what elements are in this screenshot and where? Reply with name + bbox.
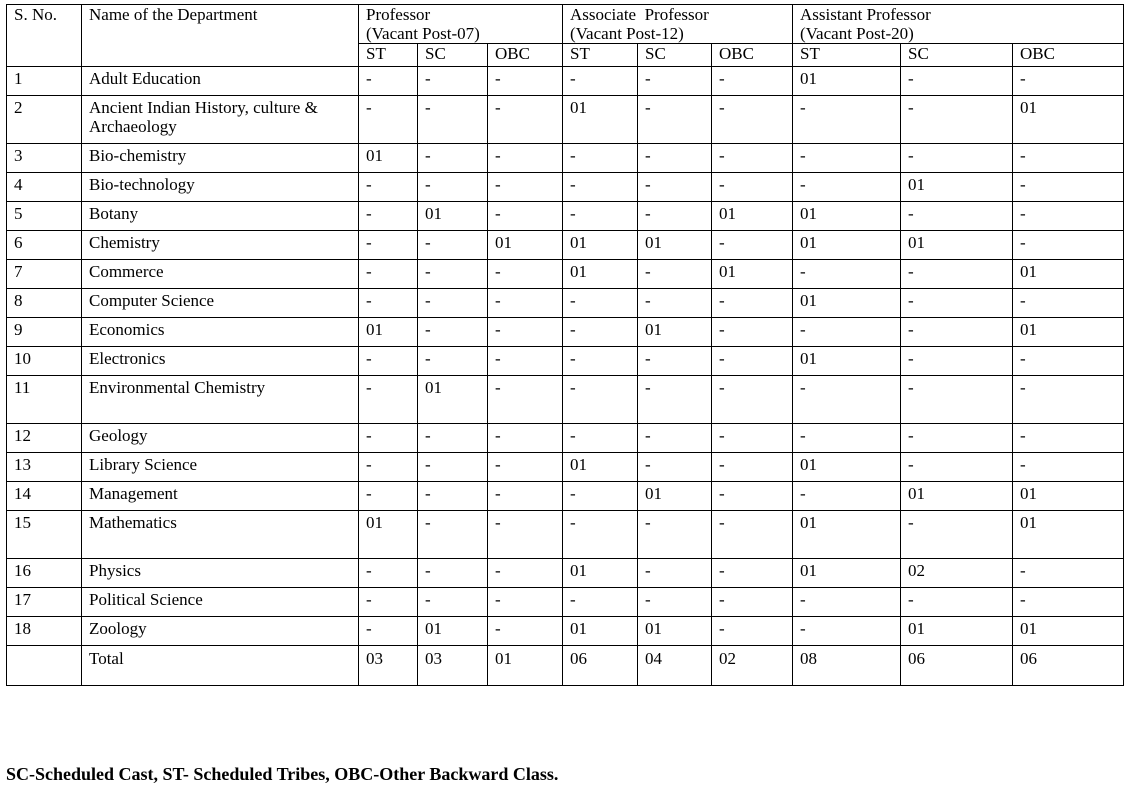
vacancy-cell: -: [418, 453, 488, 482]
row-number: 8: [7, 289, 82, 318]
vacancy-cell: -: [712, 424, 793, 453]
vacancy-cell: 01: [793, 511, 901, 559]
vacancy-cell: -: [793, 173, 901, 202]
vacancy-cell: -: [359, 67, 418, 96]
vacancy-cell: -: [359, 617, 418, 646]
vacancy-cell: 01: [793, 289, 901, 318]
vacancy-cell: -: [712, 67, 793, 96]
vacancy-cell: -: [563, 347, 638, 376]
table-row: [7, 424, 1124, 453]
vacancy-cell: -: [359, 588, 418, 617]
vacancy-cell: -: [1013, 559, 1124, 588]
vacancy-cell: -: [1013, 67, 1124, 96]
row-number: 18: [7, 617, 82, 646]
vacancy-cell: -: [901, 318, 1013, 347]
vacancy-cell: -: [563, 482, 638, 511]
total-cell: 04: [638, 646, 712, 686]
vacancy-cell: -: [563, 318, 638, 347]
vacancy-cell: -: [418, 482, 488, 511]
vacancy-cell: -: [418, 144, 488, 173]
table-row: [7, 231, 1124, 260]
vacancy-cell: -: [418, 347, 488, 376]
vacancy-cell: -: [638, 260, 712, 289]
vacancy-cell: -: [712, 376, 793, 424]
vacancy-cell: 01: [793, 559, 901, 588]
vacancy-cell: 02: [901, 559, 1013, 588]
vacancy-cell: 01: [563, 617, 638, 646]
row-number: 6: [7, 231, 82, 260]
table-row: [7, 318, 1124, 347]
vacancy-cell: -: [712, 617, 793, 646]
vacancy-cell: -: [359, 376, 418, 424]
group-subtitle: (Vacant Post-12): [570, 24, 684, 43]
vacancy-cell: -: [488, 453, 563, 482]
vacancy-cell: -: [901, 511, 1013, 559]
vacancy-cell: -: [638, 424, 712, 453]
group-title: Assistant Professor: [800, 5, 931, 24]
table-row: [7, 617, 1124, 646]
department-name: Political Science: [82, 588, 359, 617]
vacancy-cell: 01: [1013, 96, 1124, 144]
vacancy-cell: -: [638, 202, 712, 231]
vacancy-cell: 01: [638, 318, 712, 347]
total-cell: 03: [359, 646, 418, 686]
vacancy-cell: -: [793, 482, 901, 511]
vacancy-cell: -: [488, 289, 563, 318]
row-number: 2: [7, 96, 82, 144]
vacancy-cell: -: [1013, 347, 1124, 376]
vacancy-cell: -: [901, 96, 1013, 144]
department-name: Management: [82, 482, 359, 511]
vacancy-cell: -: [359, 289, 418, 318]
vacancy-cell: 01: [638, 617, 712, 646]
department-name: Adult Education: [82, 67, 359, 96]
total-cell: 02: [712, 646, 793, 686]
vacancy-cell: -: [712, 173, 793, 202]
vacancy-cell: -: [359, 231, 418, 260]
col-header: OBC: [712, 44, 793, 67]
vacancy-cell: -: [712, 231, 793, 260]
sno-header: S. No.: [7, 5, 82, 67]
group-subtitle: (Vacant Post-07): [366, 24, 480, 43]
total-cell: 08: [793, 646, 901, 686]
table-row: [7, 511, 1124, 559]
row-number: 11: [7, 376, 82, 424]
row-number: 13: [7, 453, 82, 482]
department-name: Electronics: [82, 347, 359, 376]
col-header: OBC: [1013, 44, 1124, 67]
vacancy-cell: -: [418, 231, 488, 260]
vacancy-cell: 01: [793, 347, 901, 376]
vacancy-cell: -: [488, 67, 563, 96]
vacancy-cell: -: [712, 559, 793, 588]
vacancy-cell: -: [1013, 289, 1124, 318]
vacancy-cell: 01: [359, 511, 418, 559]
total-label: Total: [82, 646, 359, 686]
vacancy-cell: -: [488, 173, 563, 202]
total-sno-cell: [7, 646, 82, 686]
vacancy-cell: 01: [901, 482, 1013, 511]
vacancy-cell: 01: [563, 231, 638, 260]
vacancy-cell: -: [359, 453, 418, 482]
vacancy-cell: -: [488, 588, 563, 617]
vacancy-cell: -: [638, 376, 712, 424]
col-header: ST: [793, 44, 901, 67]
row-number: 3: [7, 144, 82, 173]
vacancy-cell: -: [488, 424, 563, 453]
vacancy-cell: -: [901, 260, 1013, 289]
vacancy-cell: 01: [418, 376, 488, 424]
table-row: [7, 588, 1124, 617]
vacancy-cell: -: [359, 424, 418, 453]
vacancy-cell: -: [488, 318, 563, 347]
total-cell: 01: [488, 646, 563, 686]
department-name: Library Science: [82, 453, 359, 482]
vacancy-cell: -: [1013, 144, 1124, 173]
vacancy-cell: -: [793, 260, 901, 289]
vacancy-cell: 01: [1013, 260, 1124, 289]
vacancy-cell: -: [638, 559, 712, 588]
vacancy-cell: -: [1013, 424, 1124, 453]
vacancy-cell: -: [793, 96, 901, 144]
vacancy-cell: 01: [712, 260, 793, 289]
vacancy-cell: -: [359, 347, 418, 376]
vacancy-cell: -: [901, 376, 1013, 424]
vacancy-cell: 01: [901, 231, 1013, 260]
vacancy-cell: -: [712, 318, 793, 347]
department-header: Name of the Department: [82, 5, 359, 67]
vacancy-cell: -: [563, 289, 638, 318]
row-number: 15: [7, 511, 82, 559]
vacancy-cell: -: [418, 318, 488, 347]
vacancy-cell: -: [1013, 173, 1124, 202]
vacancy-cell: -: [488, 202, 563, 231]
vacancy-cell: -: [901, 67, 1013, 96]
vacancy-cell: -: [901, 202, 1013, 231]
vacancy-cell: -: [488, 482, 563, 511]
total-row: [7, 646, 1124, 686]
department-name: Physics: [82, 559, 359, 588]
col-header: ST: [563, 44, 638, 67]
vacancy-cell: -: [563, 511, 638, 559]
table-row: [7, 202, 1124, 231]
vacancy-cell: 01: [359, 318, 418, 347]
vacancy-cell: 01: [1013, 318, 1124, 347]
row-number: 1: [7, 67, 82, 96]
vacancy-cell: -: [418, 424, 488, 453]
department-name: Commerce: [82, 260, 359, 289]
vacancy-cell: -: [563, 67, 638, 96]
vacancy-cell: -: [359, 482, 418, 511]
footnote: SC-Scheduled Cast, ST- Scheduled Tribes, OBC-Other Backward Class.: [6, 764, 559, 784]
vacancy-cell: -: [488, 144, 563, 173]
vacancy-cell: 01: [793, 453, 901, 482]
department-name: Ancient Indian History, culture & Archaeology: [82, 96, 359, 144]
row-number: 17: [7, 588, 82, 617]
vacancy-cell: -: [901, 453, 1013, 482]
vacancy-cell: -: [359, 559, 418, 588]
vacancy-cell: 01: [418, 202, 488, 231]
group-subtitle: (Vacant Post-20): [800, 24, 914, 43]
department-name: Bio-chemistry: [82, 144, 359, 173]
vacancy-cell: -: [1013, 376, 1124, 424]
vacancy-cell: -: [901, 144, 1013, 173]
vacancy-cell: -: [793, 424, 901, 453]
row-number: 10: [7, 347, 82, 376]
vacancy-cell: -: [488, 559, 563, 588]
vacancy-cell: -: [563, 424, 638, 453]
vacancy-cell: -: [712, 289, 793, 318]
vacancy-cell: -: [418, 588, 488, 617]
vacancy-cell: 01: [638, 231, 712, 260]
vacancy-cell: -: [901, 588, 1013, 617]
table-row: [7, 96, 1124, 144]
table-row: [7, 67, 1124, 96]
col-header: SC: [901, 44, 1013, 67]
vacancy-cell: -: [418, 511, 488, 559]
row-number: 16: [7, 559, 82, 588]
vacancy-cell: -: [418, 96, 488, 144]
vacancy-cell: -: [1013, 588, 1124, 617]
vacancy-cell: 01: [1013, 617, 1124, 646]
vacancy-cell: -: [712, 588, 793, 617]
vacancy-cell: -: [638, 453, 712, 482]
table-row: [7, 289, 1124, 318]
table-row: [7, 144, 1124, 173]
department-name: Geology: [82, 424, 359, 453]
table-row: [7, 376, 1124, 424]
vacancy-cell: -: [901, 424, 1013, 453]
vacancy-cell: 01: [359, 144, 418, 173]
vacancy-cell: -: [563, 173, 638, 202]
table-row: [7, 173, 1124, 202]
department-name: Environmental Chemistry: [82, 376, 359, 424]
vacancy-cell: 01: [563, 453, 638, 482]
vacancy-cell: 01: [901, 173, 1013, 202]
vacancy-cell: -: [712, 453, 793, 482]
vacancy-cell: 01: [1013, 511, 1124, 559]
vacancy-cell: 01: [638, 482, 712, 511]
vacancy-cell: -: [793, 617, 901, 646]
table-body: [7, 67, 1124, 686]
total-cell: 06: [563, 646, 638, 686]
vacancy-cell: 01: [418, 617, 488, 646]
vacancy-cell: 01: [712, 202, 793, 231]
vacancy-cell: -: [488, 511, 563, 559]
department-name: Computer Science: [82, 289, 359, 318]
vacancy-cell: -: [563, 376, 638, 424]
vacancy-cell: -: [359, 202, 418, 231]
department-name: Chemistry: [82, 231, 359, 260]
vacancy-cell: 01: [563, 96, 638, 144]
vacancy-cell: -: [488, 617, 563, 646]
vacancy-cell: -: [638, 67, 712, 96]
vacancy-cell: 01: [901, 617, 1013, 646]
table-row: [7, 453, 1124, 482]
vacancy-cell: -: [793, 318, 901, 347]
row-number: 12: [7, 424, 82, 453]
vacancy-cell: -: [488, 376, 563, 424]
vacancy-cell: -: [901, 347, 1013, 376]
vacancy-cell: -: [638, 511, 712, 559]
vacancy-cell: -: [901, 289, 1013, 318]
vacancy-cell: -: [488, 260, 563, 289]
professor-header: [359, 5, 563, 44]
header-row-groups: [7, 5, 1124, 44]
group-title: Professor: [366, 5, 431, 24]
associate-professor-header: [563, 5, 793, 44]
vacancy-cell: -: [488, 347, 563, 376]
table-row: [7, 260, 1124, 289]
col-header: OBC: [488, 44, 563, 67]
row-number: 7: [7, 260, 82, 289]
vacancy-cell: -: [563, 144, 638, 173]
total-cell: 06: [901, 646, 1013, 686]
row-number: 4: [7, 173, 82, 202]
vacancy-cell: -: [418, 289, 488, 318]
group-title: Associate Professor: [570, 5, 709, 24]
vacancy-cell: 01: [488, 231, 563, 260]
vacancy-table: [6, 4, 1124, 686]
vacancy-cell: -: [638, 144, 712, 173]
vacancy-cell: -: [638, 289, 712, 318]
table-row: [7, 482, 1124, 511]
vacancy-cell: -: [638, 347, 712, 376]
vacancy-cell: -: [418, 260, 488, 289]
vacancy-cell: -: [712, 144, 793, 173]
vacancy-cell: -: [793, 144, 901, 173]
vacancy-cell: -: [1013, 202, 1124, 231]
row-number: 5: [7, 202, 82, 231]
row-number: 14: [7, 482, 82, 511]
total-cell: 03: [418, 646, 488, 686]
row-number: 9: [7, 318, 82, 347]
vacancy-cell: 01: [793, 202, 901, 231]
col-header: SC: [418, 44, 488, 67]
vacancy-cell: 01: [563, 260, 638, 289]
department-name: Economics: [82, 318, 359, 347]
vacancy-cell: 01: [793, 67, 901, 96]
vacancy-cell: -: [1013, 231, 1124, 260]
department-name: Botany: [82, 202, 359, 231]
vacancy-cell: -: [418, 67, 488, 96]
vacancy-cell: -: [712, 96, 793, 144]
vacancy-cell: -: [488, 96, 563, 144]
department-name: Zoology: [82, 617, 359, 646]
table-row: [7, 559, 1124, 588]
vacancy-cell: -: [418, 173, 488, 202]
vacancy-cell: 01: [793, 231, 901, 260]
col-header: ST: [359, 44, 418, 67]
vacancy-cell: -: [563, 588, 638, 617]
vacancy-cell: -: [712, 347, 793, 376]
vacancy-cell: -: [359, 173, 418, 202]
vacancy-cell: -: [638, 173, 712, 202]
vacancy-cell: 01: [563, 559, 638, 588]
vacancy-cell: 01: [1013, 482, 1124, 511]
vacancy-cell: -: [793, 588, 901, 617]
table-row: [7, 347, 1124, 376]
vacancy-cell: -: [563, 202, 638, 231]
vacancy-cell: -: [712, 482, 793, 511]
vacancy-cell: -: [793, 376, 901, 424]
vacancy-cell: -: [638, 588, 712, 617]
vacancy-cell: -: [359, 96, 418, 144]
department-name: Mathematics: [82, 511, 359, 559]
department-name: Bio-technology: [82, 173, 359, 202]
vacancy-cell: -: [1013, 453, 1124, 482]
vacancy-cell: -: [712, 511, 793, 559]
assistant-professor-header: [793, 5, 1124, 44]
col-header: SC: [638, 44, 712, 67]
vacancy-cell: -: [638, 96, 712, 144]
total-cell: 06: [1013, 646, 1124, 686]
vacancy-cell: -: [418, 559, 488, 588]
vacancy-cell: -: [359, 260, 418, 289]
